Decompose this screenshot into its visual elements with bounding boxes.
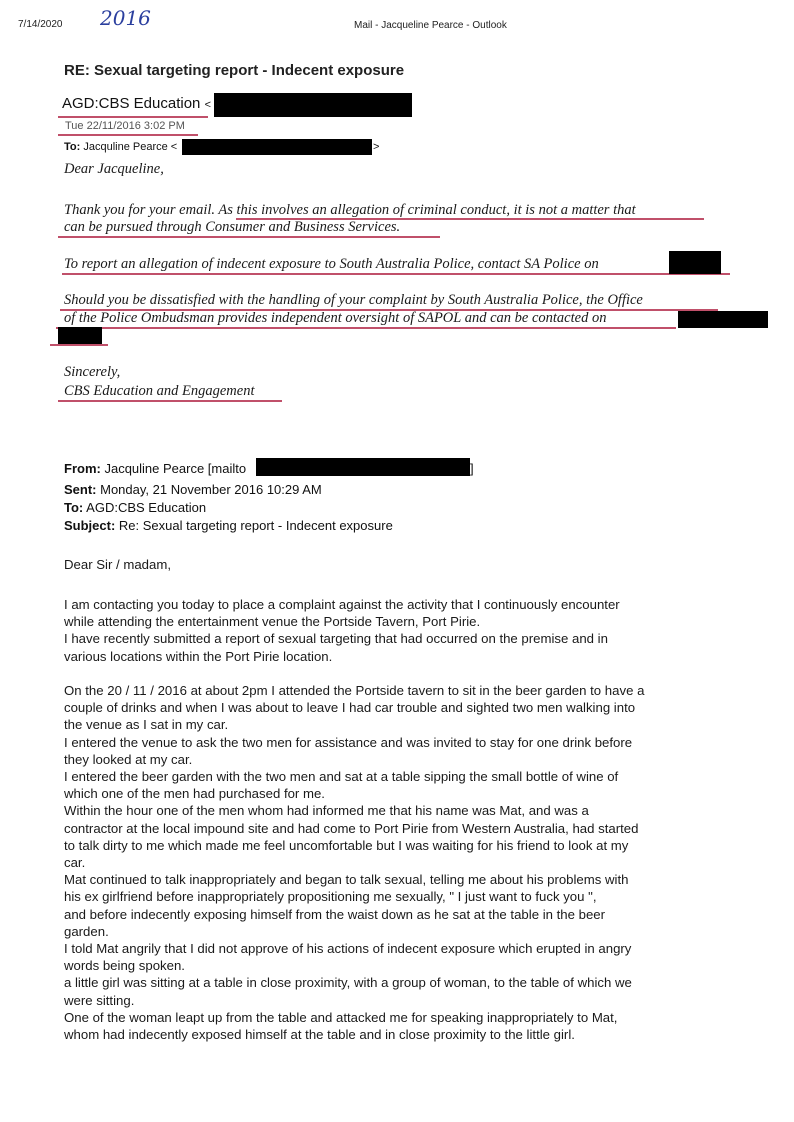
redaction-ombudsman-phone [678, 311, 768, 328]
redaction-from-email [256, 458, 470, 476]
pen-underline [50, 344, 108, 346]
body-line: contractor at the local impound site and had come to Port Pirie from Western Australia, had started [64, 820, 639, 836]
original-subject [64, 518, 393, 533]
sent-label: Sent: [64, 482, 97, 497]
body-line: couple of drinks and when I was about to leave I had car trouble and sighted two men walking into [64, 700, 636, 716]
to-label: To: [64, 141, 81, 153]
message-datetime: Tue 22/11/2016 3:02 PM [65, 120, 185, 132]
redaction-police-phone [669, 251, 721, 274]
redaction-ombudsman-phone-cont [58, 327, 102, 345]
original-from [64, 461, 246, 476]
body-line: One of the woman leapt up from the table and attacked me for speaking inappropriately to Mat, [64, 1009, 618, 1025]
redaction-sender-email [214, 93, 412, 117]
body-line [64, 665, 644, 682]
body-line: I entered the beer garden with the two men and sat at a table sipping the small bottle of wine of [64, 769, 619, 785]
body-line: Within the hour one of the men whom had informed me that his name was Mat, and was a [64, 803, 589, 819]
original-sent [64, 482, 322, 497]
reply-para3-line2: of the Police Ombudsman provides independent oversight of SAPOL and can be contacted on [64, 310, 607, 326]
from-label: From: [64, 461, 101, 476]
pen-underline [62, 273, 730, 275]
reply-signature: CBS Education and Engagement [64, 383, 255, 399]
body-line: while attending the entertainment venue the Portside Tavern, Port Pirie. [64, 614, 481, 630]
handwritten-year: 2016 [100, 6, 151, 30]
to-name: Jacquline Pearce < [83, 141, 178, 153]
body-line: the venue as I sat in my car. [64, 717, 229, 733]
original-body [64, 596, 644, 1043]
body-line: garden. [64, 923, 109, 939]
body-line: On the 20 / 11 / 2016 at about 2pm I attended the Portside tavern to sit in the beer garden to have a [64, 683, 645, 698]
pen-underline [58, 134, 198, 136]
print-date: 7/14/2020 [18, 19, 63, 30]
body-line: I told Mat angrily that I did not approve of his actions of indecent exposure which erupted in angry [64, 941, 632, 957]
pen-underline [58, 400, 282, 402]
reply-para1-line2: can be pursued through Consumer and Business Services. [64, 219, 401, 235]
redaction-recipient-email [182, 139, 372, 155]
sender-name[interactable] [62, 95, 211, 112]
orig-to-label: To: [64, 500, 84, 515]
from-bracket: ] [470, 461, 474, 476]
orig-subject-label: Subject: [64, 518, 116, 533]
pen-underline [58, 236, 440, 238]
message-subject: RE: Sexual targeting report - Indecent exposure [64, 62, 405, 79]
pen-underline [56, 327, 676, 329]
sent-value: Monday, 21 November 2016 10:29 AM [100, 482, 322, 497]
reply-para1-line1: Thank you for your email. As this involves an allegation of criminal conduct, it is not a matter that [64, 202, 636, 218]
sender-label: AGD:CBS Education [62, 95, 201, 112]
body-line: I am contacting you today to place a complaint against the activity that I continuously encounter [64, 597, 620, 612]
body-line: to talk dirty to me which made me feel uncomfortable but I was waiting for his friend to look at my [64, 837, 629, 853]
body-line: Mat continued to talk inappropriately and began to talk sexual, telling me about his problems with [64, 872, 629, 888]
reply-para2: To report an allegation of indecent exposure to South Australia Police, contact SA Police on [64, 256, 599, 272]
body-line: and before indecently exposing himself from the waist down as he sat at the table in the beer [64, 906, 606, 922]
window-title: Mail - Jacqueline Pearce - Outlook [354, 20, 507, 31]
body-line: I entered the venue to ask the two men for assistance and was invited to stay for one drink before [64, 734, 633, 750]
from-value: Jacquline Pearce [mailto [104, 461, 247, 476]
body-line: were sitting. [64, 992, 135, 1008]
body-line: words being spoken. [64, 958, 185, 974]
sender-bracket: < [204, 99, 212, 111]
body-line: which one of the men had purchased for me. [64, 786, 325, 802]
reply-closing: Sincerely, [64, 364, 121, 380]
orig-to-value: AGD:CBS Education [86, 500, 207, 515]
body-line: a little girl was sitting at a table in close proximity, with a group of woman, to the table of which we [64, 975, 632, 991]
body-line: his ex girlfriend before inappropriately propositioning me sexually, " I just want to fuck you ", [64, 889, 597, 905]
body-line: I have recently submitted a report of sexual targeting that had occurred on the premise and in [64, 631, 608, 647]
to-bracket: > [373, 141, 380, 153]
reply-greeting: Dear Jacqueline, [64, 161, 164, 177]
body-line: whom had indecently exposed himself at the table and in close proximity to the little girl. [64, 1027, 575, 1043]
body-line: car. [64, 855, 86, 871]
orig-subject-value: Re: Sexual targeting report - Indecent exposure [118, 518, 393, 533]
original-to [64, 500, 206, 515]
pen-underline [58, 116, 208, 118]
reply-para3-line1: Should you be dissatisfied with the handling of your complaint by South Australia Police, the Office [64, 292, 643, 308]
body-line: various locations within the Port Pirie location. [64, 648, 333, 664]
recipient-line [64, 141, 177, 153]
original-greeting: Dear Sir / madam, [64, 557, 171, 572]
body-line: they looked at my car. [64, 751, 193, 767]
